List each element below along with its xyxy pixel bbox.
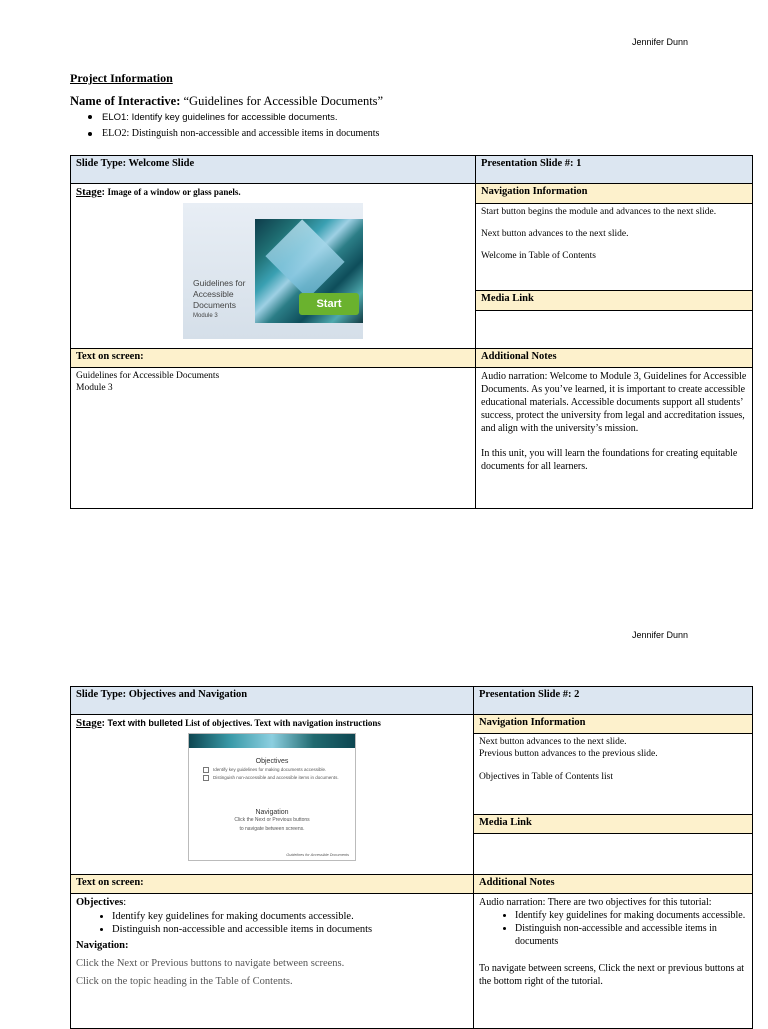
slide-1-nav-header: Navigation Information (476, 184, 753, 204)
author-name: Jennifer Dunn (631, 37, 688, 47)
slide-2-number: Presentation Slide #: 2 (474, 687, 753, 715)
notes-list (479, 909, 747, 948)
thumbnail-objective: Identify key guidelines for making documents accessible. (203, 767, 355, 773)
slide-1-stage: Stage: Image of a window or glass panels. Guidelines for Accessible Documents Module 3 Start (71, 184, 476, 349)
list-item: • Distinguish non-accessible and accessible items in documents (515, 922, 747, 948)
thumbnail-footer: Guidelines for Accessible Documents (286, 853, 349, 857)
stage-description: Text with bulleted List of objectives. Text with navigation instructions (107, 718, 381, 728)
slide-1-notes: Audio narration: Welcome to Module 3, Guidelines for Accessible Documents. As you’ve learned, it is important to create accessible educational materials. Accessible documents support all students’ success, protect the university from legal and accreditation issues, and align with the university’s mission. In this unit, you will learn the foundations for creating equitable documents for all learners. (476, 368, 753, 509)
bullet-icon (88, 115, 92, 119)
slide-2-screen-text: Objectives: • Identify key guidelines for making documents accessible. • Distinguish non-accessible and accessible items in documents Navigation: Click the Next or Previous buttons to navigate between screens. Click on the topic heading in the Table of Contents. (71, 894, 474, 1029)
bullet-icon (88, 132, 92, 136)
slide-1-media-header: Media Link (476, 291, 753, 311)
thumbnail-navigation-text: Click the Next or Previous buttons (234, 817, 310, 823)
list-item: • Distinguish non-accessible and accessible items in documents (112, 923, 468, 936)
start-button[interactable]: Start (299, 293, 359, 315)
slide-2-notes: Audio narration: There are two objectives for this tutorial: • Identify key guidelines for making documents accessible. • Distinguish non-accessible and accessible items in documents To navigate between screens, Click the next or previous buttons at the bottom right of the tutorial. (474, 894, 753, 1029)
thumbnail-navigation-heading: Navigation (255, 809, 289, 816)
objectives-label: Objectives (76, 897, 124, 908)
slide-1-text-header: Text on screen: (71, 349, 476, 368)
slide-1-notes-header: Additional Notes (476, 349, 753, 368)
slide-1-table (70, 155, 753, 509)
slide-2-type: Slide Type: Objectives and Navigation (71, 687, 474, 715)
interactive-name (70, 94, 383, 109)
interactive-name-value: “Guidelines for Accessible Documents” (183, 94, 384, 108)
stage-description: Image of a window or glass panels. (107, 187, 241, 197)
objectives-list (76, 910, 468, 936)
slide-1-media-link (476, 310, 753, 348)
navigation-label: Navigation: (76, 940, 129, 951)
interactive-name-label: Name of Interactive: (70, 94, 181, 108)
slide-2-notes-header: Additional Notes (474, 875, 753, 894)
slide-1-type: Slide Type: Welcome Slide (71, 156, 476, 184)
glass-banner-image (189, 734, 355, 748)
slide-2-text-header: Text on screen: (71, 875, 474, 894)
slide-2-nav-header: Navigation Information (474, 715, 753, 734)
welcome-slide-thumbnail (183, 203, 363, 339)
objective-1: ELO1: Identify key guidelines for accessible documents. (88, 112, 338, 123)
slide-2-media-header: Media Link (474, 815, 753, 834)
thumbnail-title: Guidelines for Accessible Documents Module 3 (193, 278, 246, 319)
navigation-line: Click the Next or Previous buttons to navigate between screens. (76, 958, 345, 969)
slide-1-nav-info: Start button begins the module and advances to the next slide. Next button advances to the next slide. Welcome in Table of Contents (476, 203, 753, 291)
thumbnail-navigation-text: to navigate between screens. (239, 826, 305, 832)
objective-2: ELO2: Distinguish non-accessible and accessible items in documents (88, 128, 379, 139)
thumbnail-objectives-heading: Objectives (255, 758, 289, 765)
slide-2-media-link (474, 834, 753, 875)
list-item: • Identify key guidelines for making documents accessible. (515, 909, 747, 922)
project-title: Project Information (70, 71, 173, 85)
objectives-slide-thumbnail (188, 733, 356, 861)
slide-2-table (70, 686, 753, 1029)
slide-1-screen-text: Guidelines for Accessible Documents Module 3 (71, 368, 476, 509)
stage-label: Stage (76, 717, 102, 729)
slide-2-stage: Stage: Text with bulleted List of objectives. Text with navigation instructions Objectives Identify key guidelines for making documents accessible. Distinguish non-accessible and accessible items in documents. Navigation Click the Next or Previous buttons to navigate between screens. Guidelines for Accessible Documents (71, 715, 474, 875)
stage-label: Stage (76, 186, 102, 198)
author-name-page-2: Jennifer Dunn (631, 630, 688, 640)
thumbnail-objective: Distinguish non-accessible and accessible items in documents. (203, 775, 355, 781)
slide-2-nav-info: Next button advances to the next slide. Previous button advances to the previous slide. Objectives in Table of Contents list (474, 734, 753, 815)
slide-1-number: Presentation Slide #: 1 (476, 156, 753, 184)
navigation-line: Click on the topic heading in the Table of Contents. (76, 976, 293, 987)
list-item: • Identify key guidelines for making documents accessible. (112, 910, 468, 923)
